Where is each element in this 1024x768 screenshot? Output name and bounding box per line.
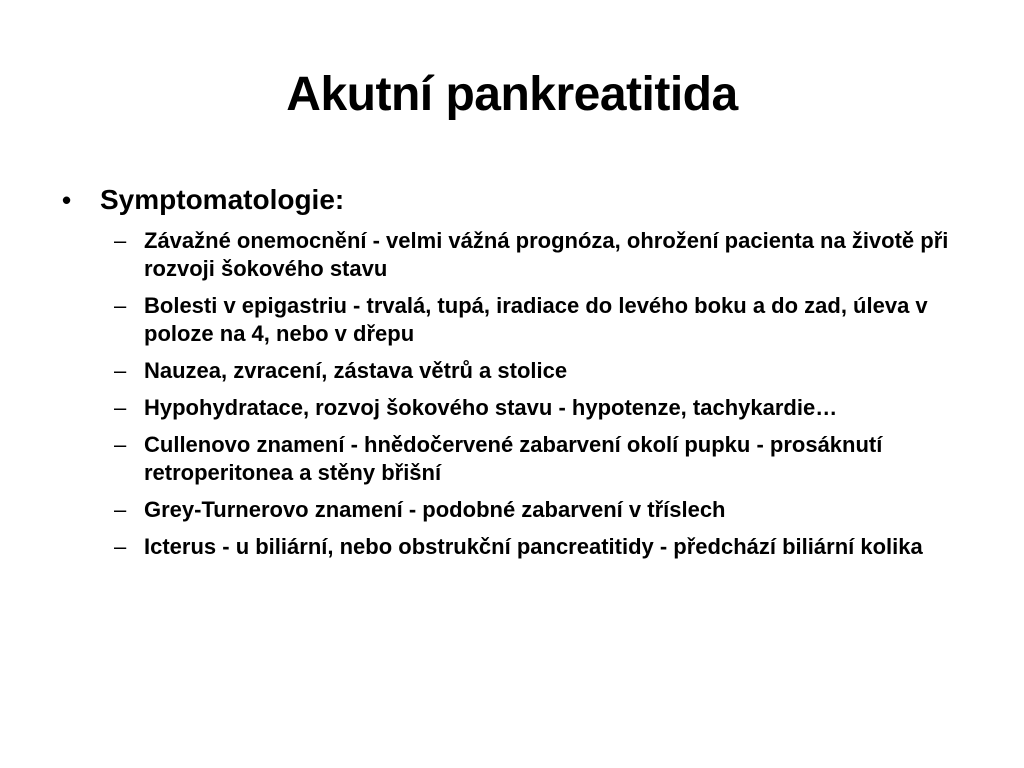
sub-bullet-item <box>114 394 982 422</box>
dash-icon: – <box>114 358 127 383</box>
sub-bullet-item <box>114 496 982 524</box>
sub-bullet-list <box>114 227 982 561</box>
sub-bullet-text: Cullenovo znamení - hnědočervené zabarvení okolí pupku - prosáknutí retroperitonea a stěny břišní <box>144 432 883 485</box>
sub-bullet-item <box>114 431 982 487</box>
sub-bullet-text: Hypohydratace, rozvoj šokového stavu - hypotenze, tachykardie… <box>144 395 838 420</box>
dash-icon: – <box>114 432 127 457</box>
dash-icon: – <box>114 497 127 522</box>
sub-bullet-item <box>114 533 982 561</box>
sub-bullet-text: Icterus - u biliární, nebo obstrukční pancreatitidy - předchází biliární kolika <box>144 534 923 559</box>
sub-bullet-item <box>114 357 982 385</box>
slide-content <box>62 182 982 561</box>
bullet-text: Symptomatologie: <box>100 184 345 215</box>
sub-bullet-text: Nauzea, zvracení, zástava větrů a stolice <box>144 358 568 383</box>
sub-bullet-text: Závažné onemocnění - velmi vážná prognóza, ohrožení pacienta na životě při rozvoji šokového stavu <box>144 228 949 281</box>
dash-icon: – <box>114 534 127 559</box>
slide-title: Akutní pankreatitida <box>286 68 738 121</box>
sub-bullet-text: Grey-Turnerovo znamení - podobné zabarvení v tříslech <box>144 497 726 522</box>
bullet-item <box>62 182 982 218</box>
dash-icon: – <box>114 293 127 318</box>
dash-icon: – <box>114 228 127 253</box>
sub-bullet-text: Bolesti v epigastriu - trvalá, tupá, iradiace do levého boku a do zad, úleva v poloze na 4, nebo v dřepu <box>144 293 928 346</box>
sub-bullet-item <box>114 227 982 283</box>
dash-icon: – <box>114 395 127 420</box>
bullet-icon: • <box>62 185 72 215</box>
sub-bullet-item <box>114 292 982 348</box>
